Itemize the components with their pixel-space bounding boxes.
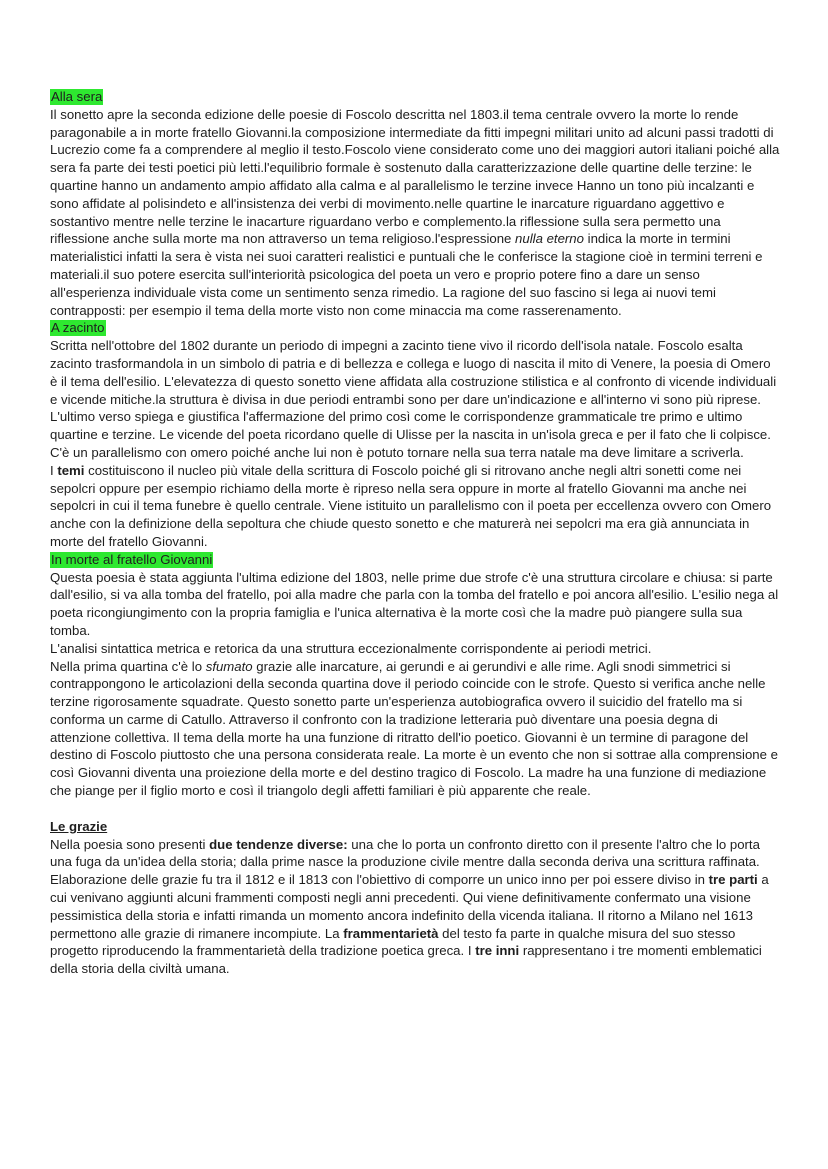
text-run: a cui venivano aggiunti alcuni frammenti composti negli anni precedenti. Qui viene definitivamente confermato una visione pessimistica della storia e infatti rimanda un momento ancora indefinito della vicenda italiana. Il ritorno a Milano nel 1613 permettono alle grazie di rimanere incompiute. La (50, 872, 769, 941)
paragraph (50, 462, 780, 551)
text-run: costituiscono il nucleo più vitale della scrittura di Foscolo poiché gli si ritrovano anche negli altri sonetti come nei sepolcri oppure per esempio richiamo della morte è ripreso nella sera oppure in morte al fratello Giovanni ma anche nei sepolcri in cui il tema funebre è quello centrale. Viene istituito un parallelismo con il poeta per eccellenza ovvero con Omero anche con la definizione della sepoltura che chiude questo sonetto e che maturerà nei sepolcri ma era già annunciata in morte del fratello Giovanni. (50, 462, 772, 549)
section-in-morte (50, 551, 780, 800)
paragraph (50, 106, 780, 320)
paragraph (50, 836, 780, 872)
section-a-zacinto (50, 319, 780, 550)
paragraph (50, 871, 780, 978)
text-run: rappresentano i tre momenti emblematici della storia della civiltà umana. (50, 943, 762, 977)
section-heading: Le grazie (50, 818, 108, 834)
text-run: una che lo porta un confronto diretto con il presente l'altro che lo porta una fuga da un'idea della storia; dalla prime nasce la produzione civile mentre dalla seconda deriva una scrittura raffinata. (50, 836, 760, 870)
bold-term: due tendenze diverse: (209, 836, 348, 852)
section-gap (50, 800, 780, 818)
text-run: I (50, 462, 58, 478)
paragraph: L'analisi sintattica metrica e retorica da una struttura eccezionalmente corrispondente ai periodi metrici. (50, 640, 652, 656)
text-run: grazie alle inarcature, ai gerundi e ai gerundivi e alle rime. Agli snodi simmetrici si contrappongono le articolazioni della seconda quartina dove il periodo coincide con le strofe. Questo si verifica anche nelle terzine rigorosamente squadrate. Questo sonetto parte un'esperienza autobiografica ovvero il suicidio del fratello ma si conforma un carme di Catullo. Attraverso il confronto con la tradizione letteraria può diventare una poesia degna di attenzione collettiva. Il tema della morte ha una funzione di ritratto dell'io poetico. Giovanni è un termine di paragone del destino di Foscolo piuttosto che una persona considerata reale. La morte è un evento che non si sottrae alla comprensione e così Giovanni diventa una proiezione della morte e del destino tragico di Foscolo. La madre ha una funzione di mediazione che piange per il figlio morto e così il triangolo degli affetti familiari è più apparente che reale. (50, 658, 778, 799)
paragraph: Questa poesia è stata aggiunta l'ultima edizione del 1803, nelle prime due strofe c'è una struttura circolare e chiusa: si parte dall'esilio, si va alla tomba del fratello, poi alla madre che parla con la tomba del fratello e poi ancora all'esilio. L'esilio nega al poeta ricongiungimento con la propria famiglia e l'unica alternativa è la morte così che la madre può piangere sulla sua tomba. (50, 569, 779, 638)
text-run: Nella prima quartina c'è lo (50, 658, 206, 674)
bold-term: frammentarietà (343, 925, 439, 941)
section-heading: A zacinto (51, 320, 105, 336)
section-alla-sera (50, 88, 780, 319)
text-run: Il sonetto apre la seconda edizione delle poesie di Foscolo descritta nel 1803.il tema centrale ovvero la morte lo rende paragonabile a in morte fratello Giovanni.la composizione intermediate da fitti impegni militari unito ad alcuni passi tradotti di Lucrezio come fa a comprendere al meglio il testo.Foscolo viene considerato come uno dei maggiori autori italiani poiché alla sera fa parte dei testi poetici più letti.l'equilibrio formale è sostenuto dalla caratterizzazione delle quartine delle terzine: le quartine hanno un andamento ampio affidato alla calma e al parallelismo le terzine invece Hanno un tono più incalzanti e sono affidate al polisindeto e all'insistenza dei verbi di movimento.nelle quartine le inarcature riguardano aggettivo e sostantivo mentre nelle terzine le inacarture riguardano verbo e complemento.la riflessione sulla sera permetto una riflessione anche sulla morte ma non attraverso un tema religioso.l'espressione (50, 106, 780, 247)
text-run: indica la morte in termini materialistici infatti la sera è vista nei suoi caratteri realistici e puntuali che le conferisce la stagione cioè in termini terreni e materiali.il suo potere esercita sull'interiorità psicologica del poeta un vero e proprio potere fino a dare un senso all'esperienza individuale vista come un sentimento senza rimedio. La ragione del suo fascino si lega ai nuovi temi contrapposti: per esempio il tema della morte visto non come minaccia ma come rasserenamento. (50, 231, 763, 318)
bold-term: tre inni (475, 943, 520, 959)
paragraph (50, 658, 780, 800)
italic-term: nulla eterno (515, 231, 584, 247)
bold-term: temi (57, 462, 85, 478)
section-le-grazie (50, 818, 780, 978)
bold-term: tre parti (708, 872, 758, 888)
text-run: del testo fa parte in qualche misura del suo stesso progetto riproducendo la frammentarietà della tradizione poetica greca. I (50, 925, 736, 959)
text-run: Elaborazione delle grazie fu tra il 1812 e il 1813 con l'obiettivo di comporre un unico inno per poi essere diviso in (50, 872, 709, 888)
section-heading: In morte al fratello Giovanni (51, 551, 213, 567)
text-run: Nella poesia sono presenti (50, 836, 210, 852)
section-heading: Alla sera (51, 89, 103, 104)
italic-term: sfumato (205, 658, 253, 674)
paragraph: Scritta nell'ottobre del 1802 durante un periodo di impegni a zacinto tiene vivo il ricordo dell'isola natale. Foscolo esalta zacinto trasformandola in un simbolo di patria e di bellezza e collega e luogo di nascita il mito di Venere, la poesia di Omero è il tema dell'esilio. L'elevatezza di questo sonetto viene affidata alla costruzione stilistica e al confronto di vicende individuali e vicende mitiche.la struttura è divisa in due periodi entrambi sono per dare un'indicazione e all'interno vi sono più riprese. L'ultimo verso spiega e giustifica l'affermazione del primo così come le corrispondenze grammaticale tre primo e ultimo quartine e terzine. Le vicende del poeta ricordano quelle di Ulisse per la nascita in un'isola greca e per il fato che li colpisce. C'è un parallelismo con omero poiché anche lui non è potuto tornare nella sua terra natale ma deve limitare a scriverla. (50, 338, 777, 460)
